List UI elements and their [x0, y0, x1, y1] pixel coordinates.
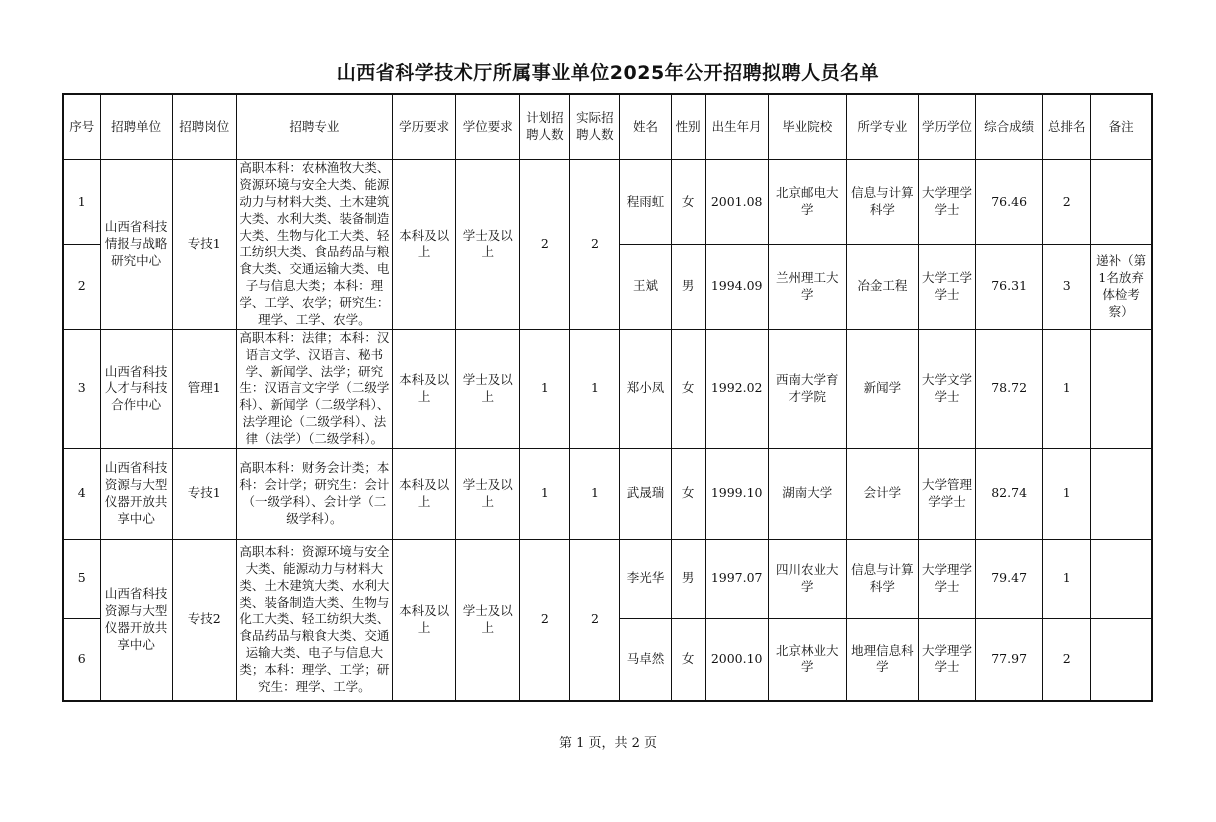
person-name: 武晟瑞	[620, 448, 671, 539]
row-number: 3	[63, 329, 100, 448]
row-number: 5	[63, 539, 100, 618]
degree-requirement: 学士及以上	[456, 160, 520, 330]
actual-hires: 1	[570, 329, 620, 448]
recruiting-post: 专技2	[172, 539, 236, 701]
birth-date: 2001.08	[705, 160, 768, 245]
education-degree: 大学理学学士	[918, 539, 975, 618]
birth-date: 1999.10	[705, 448, 768, 539]
education-requirement: 本科及以上	[393, 160, 456, 330]
overall-score: 76.46	[976, 160, 1043, 245]
birth-date: 1994.09	[705, 244, 768, 329]
planned-hires: 1	[520, 329, 570, 448]
required-majors: 高职本科：资源环境与安全大类、能源动力与材料大类、土木建筑大类、水利大类、装备制造大类、生物与化工大类、轻工纺织大类、食品药品与粮食大类、交通运输大类、电子与信息大类；本科：理学、工学；研究生：理学、工学。	[236, 539, 392, 701]
table-row	[63, 329, 1152, 448]
remark	[1091, 448, 1152, 539]
row-number: 2	[63, 244, 100, 329]
recruiting-post: 专技1	[172, 160, 236, 330]
header-cell: 招聘单位	[100, 94, 172, 160]
overall-score: 79.47	[976, 539, 1043, 618]
actual-hires: 2	[570, 160, 620, 330]
document-title: 山西省科学技术厅所属事业单位2025年公开招聘拟聘人员名单	[336, 62, 880, 84]
row-number: 1	[63, 160, 100, 245]
birth-date: 1997.07	[705, 539, 768, 618]
header-cell: 姓名	[620, 94, 671, 160]
graduate-school: 北京邮电大学	[768, 160, 846, 245]
header-cell: 序号	[63, 94, 100, 160]
degree-requirement: 学士及以上	[456, 539, 520, 701]
graduate-school: 兰州理工大学	[768, 244, 846, 329]
graduate-school: 四川农业大学	[768, 539, 846, 618]
person-gender: 女	[671, 448, 705, 539]
remark	[1091, 618, 1152, 701]
studied-major: 信息与计算科学	[846, 539, 918, 618]
header-cell: 性别	[671, 94, 705, 160]
header-cell: 招聘专业	[236, 94, 392, 160]
studied-major: 新闻学	[846, 329, 918, 448]
table-row	[63, 448, 1152, 539]
header-cell: 综合成绩	[976, 94, 1043, 160]
header-cell: 学位要求	[456, 94, 520, 160]
degree-requirement: 学士及以上	[456, 329, 520, 448]
header-cell: 学历要求	[393, 94, 456, 160]
overall-rank: 2	[1043, 618, 1091, 701]
person-gender: 女	[671, 618, 705, 701]
hiring-roster-table	[62, 93, 1153, 702]
header-cell: 学历学位	[918, 94, 975, 160]
overall-score: 78.72	[976, 329, 1043, 448]
table-row	[63, 160, 1152, 245]
studied-major: 信息与计算科学	[846, 160, 918, 245]
person-name: 马卓然	[620, 618, 671, 701]
recruiting-unit: 山西省科技人才与科技合作中心	[100, 329, 172, 448]
education-degree: 大学管理学学士	[918, 448, 975, 539]
education-degree: 大学理学学士	[918, 618, 975, 701]
degree-requirement: 学士及以上	[456, 448, 520, 539]
recruiting-unit: 山西省科技情报与战略研究中心	[100, 160, 172, 330]
overall-score: 76.31	[976, 244, 1043, 329]
table-row	[63, 539, 1152, 618]
remark	[1091, 329, 1152, 448]
overall-rank: 3	[1043, 244, 1091, 329]
actual-hires: 2	[570, 539, 620, 701]
recruiting-unit: 山西省科技资源与大型仪器开放共享中心	[100, 539, 172, 701]
education-requirement: 本科及以上	[393, 448, 456, 539]
overall-rank: 1	[1043, 329, 1091, 448]
person-name: 王斌	[620, 244, 671, 329]
education-degree: 大学工学学士	[918, 244, 975, 329]
planned-hires: 2	[520, 539, 570, 701]
planned-hires: 2	[520, 160, 570, 330]
person-name: 李光华	[620, 539, 671, 618]
header-cell: 备注	[1091, 94, 1152, 160]
recruiting-post: 管理1	[172, 329, 236, 448]
person-gender: 男	[671, 244, 705, 329]
person-gender: 女	[671, 160, 705, 245]
education-requirement: 本科及以上	[393, 329, 456, 448]
graduate-school: 西南大学育才学院	[768, 329, 846, 448]
overall-rank: 2	[1043, 160, 1091, 245]
row-number: 6	[63, 618, 100, 701]
header-cell: 总排名	[1043, 94, 1091, 160]
birth-date: 2000.10	[705, 618, 768, 701]
row-number: 4	[63, 448, 100, 539]
birth-date: 1992.02	[705, 329, 768, 448]
header-cell: 计划招聘人数	[520, 94, 570, 160]
remark	[1091, 160, 1152, 245]
remark: 递补（第1名放弃体检考察）	[1091, 244, 1152, 329]
person-name: 程雨虹	[620, 160, 671, 245]
person-gender: 女	[671, 329, 705, 448]
education-requirement: 本科及以上	[393, 539, 456, 701]
person-gender: 男	[671, 539, 705, 618]
page-footer: 第 1 页，共 2 页	[558, 736, 658, 751]
actual-hires: 1	[570, 448, 620, 539]
person-name: 郑小凤	[620, 329, 671, 448]
studied-major: 地理信息科学	[846, 618, 918, 701]
recruiting-unit: 山西省科技资源与大型仪器开放共享中心	[100, 448, 172, 539]
remark	[1091, 539, 1152, 618]
header-cell: 所学专业	[846, 94, 918, 160]
education-degree: 大学文学学士	[918, 329, 975, 448]
header-cell: 毕业院校	[768, 94, 846, 160]
required-majors: 高职本科：财务会计类；本科：会计学；研究生：会计（一级学科）、会计学（二级学科）。	[236, 448, 392, 539]
required-majors: 高职本科：法律；本科：汉语言文学、汉语言、秘书学、新闻学、法学；研究生：汉语言文字学（二级学科）、新闻学（二级学科）、法学理论（二级学科）、法律（法学）（二级学科）。	[236, 329, 392, 448]
studied-major: 冶金工程	[846, 244, 918, 329]
graduate-school: 湖南大学	[768, 448, 846, 539]
header-cell: 实际招聘人数	[570, 94, 620, 160]
header-cell: 招聘岗位	[172, 94, 236, 160]
overall-score: 82.74	[976, 448, 1043, 539]
overall-rank: 1	[1043, 448, 1091, 539]
education-degree: 大学理学学士	[918, 160, 975, 245]
recruiting-post: 专技1	[172, 448, 236, 539]
table-header-row	[63, 94, 1152, 160]
studied-major: 会计学	[846, 448, 918, 539]
overall-rank: 1	[1043, 539, 1091, 618]
graduate-school: 北京林业大学	[768, 618, 846, 701]
planned-hires: 1	[520, 448, 570, 539]
required-majors: 高职本科：农林渔牧大类、资源环境与安全大类、能源动力与材料大类、土木建筑大类、水利大类、装备制造大类、生物与化工大类、轻工纺织大类、食品药品与粮食大类、交通运输大类、电子与信息大类；本科：理学、工学、农学；研究生：理学、工学、农学。	[236, 160, 392, 330]
overall-score: 77.97	[976, 618, 1043, 701]
header-cell: 出生年月	[705, 94, 768, 160]
